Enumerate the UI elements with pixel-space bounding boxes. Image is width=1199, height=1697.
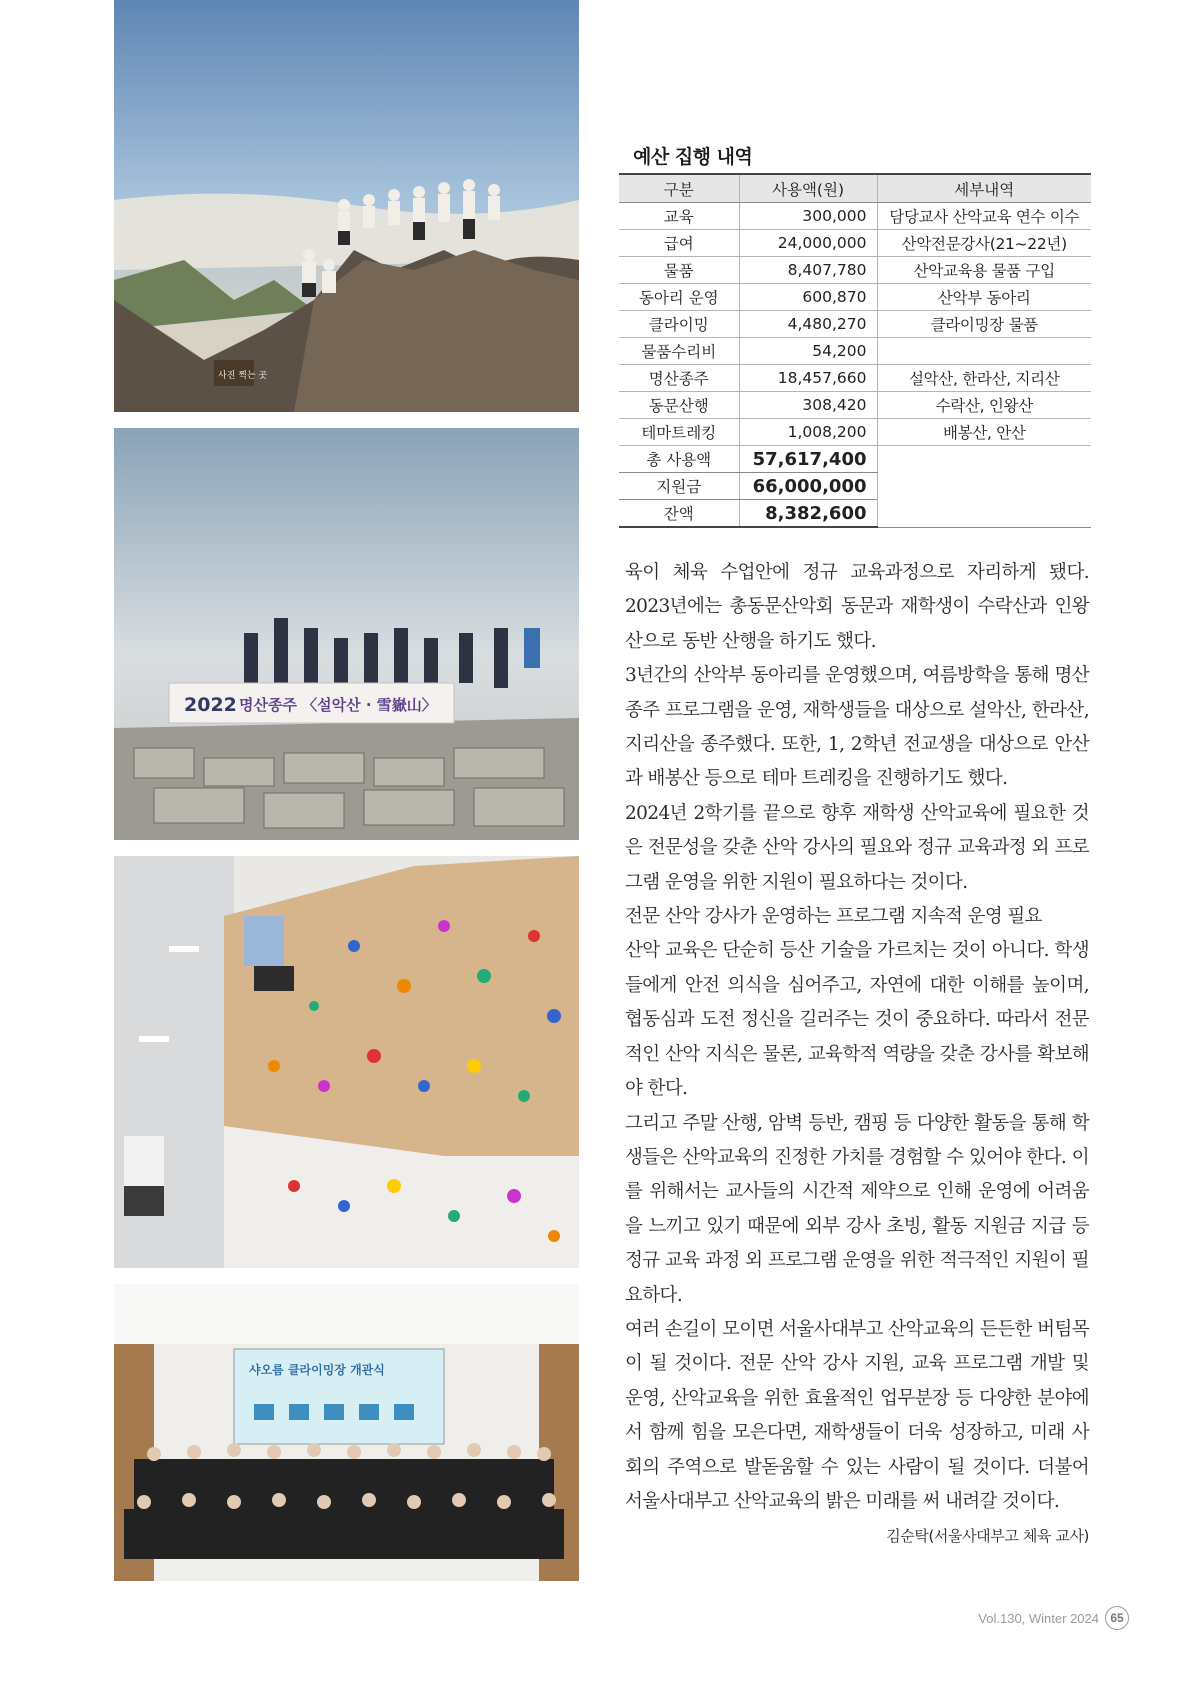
row-detail <box>877 338 1091 365</box>
row-category: 물품 <box>619 257 739 284</box>
table-row <box>619 230 1091 257</box>
table-row <box>619 338 1091 365</box>
total-amount: 57,617,400 <box>739 446 877 473</box>
row-amount: 1,008,200 <box>739 419 877 446</box>
header-amount: 사용액(원) <box>739 174 877 203</box>
row-amount: 54,200 <box>739 338 877 365</box>
row-amount: 18,457,660 <box>739 365 877 392</box>
table-row <box>619 419 1091 446</box>
photo-summit-group <box>114 0 579 412</box>
total-empty-cell <box>877 446 1091 528</box>
row-category: 클라이밍 <box>619 311 739 338</box>
article-body <box>625 556 1089 1554</box>
page-number: 65 <box>1105 1606 1129 1630</box>
summit-sign-text: 사진 찍는 곳 <box>218 371 268 381</box>
total-row <box>619 446 1091 473</box>
table-row <box>619 203 1091 230</box>
article-paragraph: 전문 산악 강사가 운영하는 프로그램 지속적 운영 필요 <box>625 906 1042 928</box>
row-category: 명산종주 <box>619 365 739 392</box>
total-amount: 66,000,000 <box>739 473 877 500</box>
budget-section <box>619 142 1091 528</box>
row-detail: 수락산, 인왕산 <box>877 392 1091 419</box>
row-category: 교육 <box>619 203 739 230</box>
row-detail: 산악교육용 물품 구입 <box>877 257 1091 284</box>
issue-label: Vol.130, Winter 2024 <box>978 1610 1099 1626</box>
row-detail: 클라이밍장 물품 <box>877 311 1091 338</box>
banner-title: 명산종주 〈설악산 · 雪嶽山〉 <box>239 696 437 714</box>
header-category: 구분 <box>619 174 739 203</box>
article-paragraph: 육이 체육 수업안에 정규 교육과정으로 자리하게 됐다. 2023년에는 총동문산악회 동문과 재학생이 수락산과 인왕산으로 동반 산행을 하기도 했다. <box>625 562 1089 652</box>
article-paragraph-last <box>625 1313 1089 1546</box>
table-row <box>619 311 1091 338</box>
row-category: 급여 <box>619 230 739 257</box>
row-category: 동문산행 <box>619 392 739 419</box>
total-label: 지원금 <box>619 473 739 500</box>
budget-title: 예산 집행 내역 <box>633 146 753 168</box>
total-label: 잔액 <box>619 500 739 528</box>
article-paragraph: 3년간의 산악부 동아리를 운영했으며, 여름방학을 통해 명산종주 프로그램을 운영, 재학생들을 대상으로 설악산, 한라산, 지리산을 종주했다. 또한, 1, 2학년 전교생을 대상으로 안산과 배봉산 등으로 테마 트레킹을 진행하기도 했다. <box>625 665 1089 790</box>
article-last-text: 여러 손길이 모이면 서울사대부고 산악교육의 든든한 버팀목이 될 것이다. 전문 산악 강사 지원, 교육 프로그램 개발 및 운영, 산악교육을 위한 효율적인 업무분장 등 다양한 분야에서 함께 힘을 모은다면, 재학생들이 더욱 성장하고, 미래 사회의 주역으로 발돋움할 수 있는 사람이 될 것이다. 더불어 서울사대부고 산악교육의 밝은 미래를 써 내려갈 것이다. <box>625 1318 1089 1512</box>
article-paragraph: 2024년 2학기를 끝으로 향후 재학생 산악교육에 필요한 것은 전문성을 갖춘 산악 강사의 필요와 정규 교육과정 외 프로그램 운영을 위한 지원이 필요하다는 것이다. <box>625 802 1089 893</box>
article-paragraph: 그리고 주말 산행, 암벽 등반, 캠핑 등 다양한 활동을 통해 학생들은 산악교육의 진정한 가치를 경험할 수 있어야 한다. 이를 위해서는 교사들의 시간적 제약으로 인해 운영에 어려움을 느끼고 있기 때문에 외부 강사 초빙, 활동 지원금 지급 등 정규 교육 과정 외 프로그램 운영을 위한 적극적인 지원이 필요하다. <box>625 1112 1089 1306</box>
row-amount: 300,000 <box>739 203 877 230</box>
row-amount: 4,480,270 <box>739 311 877 338</box>
row-amount: 24,000,000 <box>739 230 877 257</box>
total-amount: 8,382,600 <box>739 500 877 528</box>
row-detail: 산악부 동아리 <box>877 284 1091 311</box>
header-detail: 세부내역 <box>877 174 1091 203</box>
total-label: 총 사용액 <box>619 446 739 473</box>
page-footer <box>978 1606 1129 1630</box>
row-detail: 산악전문강사(21~22년) <box>877 230 1091 257</box>
row-amount: 8,407,780 <box>739 257 877 284</box>
photo-opening-ceremony <box>114 1284 579 1581</box>
row-detail: 설악산, 한라산, 지리산 <box>877 365 1091 392</box>
row-category: 테마트레킹 <box>619 419 739 446</box>
screen-title: 샤오름 클라이밍장 개관식 <box>249 1363 385 1377</box>
author-signature: 김순탁(서울사대부고 체육 교사) <box>886 1527 1089 1546</box>
table-row <box>619 257 1091 284</box>
row-category: 동아리 운영 <box>619 284 739 311</box>
row-amount: 308,420 <box>739 392 877 419</box>
table-row <box>619 365 1091 392</box>
photo-climbing-wall <box>114 856 579 1268</box>
row-detail: 배봉산, 안산 <box>877 419 1091 446</box>
article-paragraph: 산악 교육은 단순히 등산 기술을 가르치는 것이 아니다. 학생들에게 안전 의식을 심어주고, 자연에 대한 이해를 높이며, 협동심과 도전 정신을 길러주는 것이 중요하다. 따라서 전문적인 산악 지식은 물론, 교육학적 역량을 갖춘 강사를 확보해야 한다. <box>625 940 1089 1100</box>
row-amount: 600,870 <box>739 284 877 311</box>
table-row <box>619 392 1091 419</box>
banner-year: 2022 <box>184 694 237 716</box>
table-header-row <box>619 174 1091 203</box>
row-detail: 담당교사 산악교육 연수 이수 <box>877 203 1091 230</box>
row-category: 물품수리비 <box>619 338 739 365</box>
photo-banner-group <box>114 428 579 840</box>
budget-table <box>619 173 1091 528</box>
table-row <box>619 284 1091 311</box>
